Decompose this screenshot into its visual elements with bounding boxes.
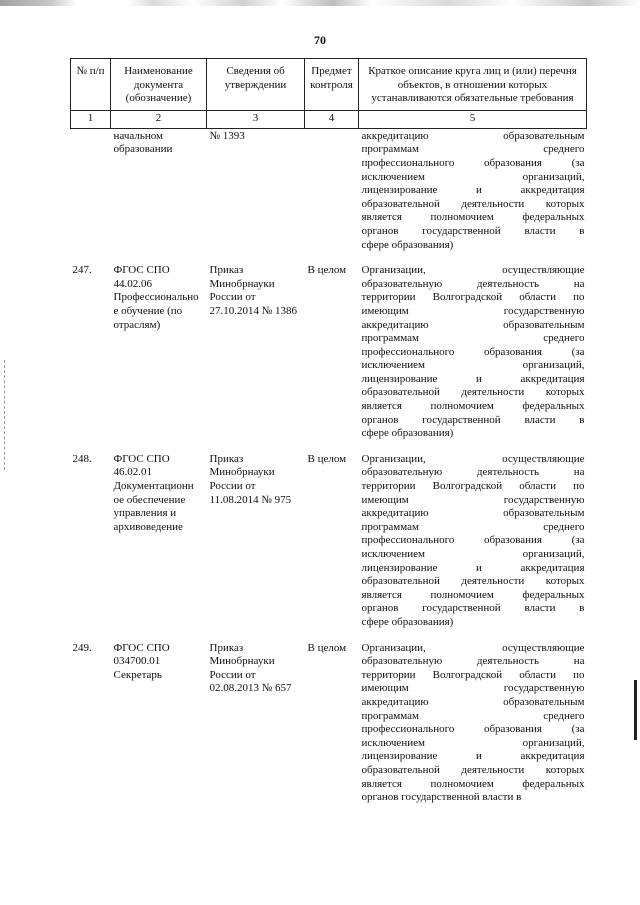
- column-number: 1: [71, 110, 111, 128]
- description-line: образовательной деятельности которых: [361, 763, 585, 776]
- description-line: сфере образования): [361, 238, 454, 251]
- scan-artifact-left: [4, 360, 6, 470]
- description: [359, 128, 587, 254]
- description-line: лицензирование и аккредитация: [361, 750, 585, 763]
- description-line: исключением организаций,: [361, 359, 585, 372]
- approval-info: Приказ Минобрнауки России от 27.10.2014 № 1386: [209, 264, 297, 317]
- description-line: Организации, осуществляющие: [361, 452, 585, 465]
- row-number: 247.: [72, 264, 92, 277]
- table-body: [71, 128, 587, 806]
- control-subject: В целом: [307, 264, 347, 277]
- description-line: территории Волгоградской области по: [361, 480, 585, 493]
- header-number: № п/п: [71, 59, 111, 111]
- description-line: исключением организаций,: [361, 170, 585, 183]
- description-line: территории Волгоградской области по: [361, 291, 585, 304]
- document-name: начальном образовании: [113, 129, 173, 156]
- description-line: исключением организаций,: [361, 548, 585, 560]
- document-name: ФГОС СПО 46.02.01 Документационн ое обеспечение управления и архивоведение: [113, 452, 194, 533]
- description-line: сфере образования): [361, 427, 454, 440]
- description-line: Организации, осуществляющие: [361, 641, 585, 654]
- description-line: профессионального образования (за: [361, 723, 585, 736]
- header-control-subject: Предмет контроля: [305, 59, 359, 111]
- description: [359, 443, 587, 632]
- description-line: территории Волгоградской области по: [361, 668, 585, 681]
- description-line: программам среднего: [361, 143, 585, 156]
- description-line: лицензирование и аккредитация: [361, 372, 585, 385]
- approval-info: Приказ Минобрнауки России от 02.08.2013 № 657: [209, 641, 292, 695]
- column-numbers-row: [71, 110, 587, 128]
- description-line: лицензирование и аккредитация: [361, 184, 585, 197]
- description-line: органов государственной власти в: [361, 791, 522, 804]
- description-line: Организации, осуществляющие: [361, 264, 585, 277]
- row-number: 248.: [72, 452, 92, 465]
- scan-artifact-top: [0, 0, 640, 6]
- row-number: 249.: [72, 641, 92, 654]
- description-line: программам среднего: [361, 520, 585, 533]
- table-row: [71, 254, 587, 443]
- column-number: 4: [305, 110, 359, 128]
- document-name: ФГОС СПО 44.02.06 Профессионально е обучение (по отраслям): [113, 264, 199, 331]
- header-approval-info: Сведения об утверждении: [207, 59, 305, 111]
- description: [359, 632, 587, 807]
- description-line: исключением организаций,: [361, 736, 585, 749]
- document-name: ФГОС СПО 034700.01 Секретарь: [113, 641, 170, 681]
- description-line: сфере образования): [361, 615, 454, 628]
- table-row: [71, 632, 587, 807]
- description-line: профессионального образования (за: [361, 156, 585, 169]
- description-line: образовательной деятельности которых: [361, 386, 585, 399]
- column-number: 5: [359, 110, 587, 128]
- control-subject: В целом: [307, 641, 347, 654]
- description-line: органов государственной власти в: [361, 602, 585, 615]
- scan-artifact-right: [634, 680, 637, 740]
- description-line: имеющим государственную: [361, 682, 585, 695]
- description-line: органов государственной власти в: [361, 413, 585, 426]
- description-line: аккредитацию образовательным: [361, 507, 585, 520]
- description-line: программам среднего: [361, 709, 585, 722]
- description-line: является полномочием федеральных: [361, 211, 585, 224]
- description-line: профессионального образования (за: [361, 345, 585, 358]
- description-line: имеющим государственную: [361, 493, 585, 506]
- description-line: профессионального образования (за: [361, 534, 585, 547]
- description-line: лицензирование и аккредитация: [361, 561, 585, 574]
- description-line: образовательную деятельность на: [361, 655, 585, 668]
- description-line: органов государственной власти в: [361, 224, 585, 237]
- control-subject: [305, 128, 359, 254]
- column-number: 3: [207, 110, 305, 128]
- description-line: аккредитацию образовательным: [361, 695, 585, 708]
- row-number: [71, 128, 111, 254]
- description-line: образовательную деятельность на: [361, 277, 585, 290]
- table-row: [71, 443, 587, 632]
- description: [359, 254, 587, 443]
- description-line: является полномочием федеральных: [361, 588, 585, 601]
- description-line: аккредитацию образовательным: [361, 318, 585, 331]
- table-row-continuation: [71, 128, 587, 254]
- table-header-row: [71, 59, 587, 111]
- header-document-name: Наименование документа (обозначение): [111, 59, 207, 111]
- description-line: образовательную деятельность на: [361, 466, 585, 479]
- header-description: Краткое описание круга лиц и (или) перечня объектов, в отношении которых устанавливаются обязательные требования: [359, 59, 587, 111]
- description-line: является полномочием федеральных: [361, 400, 585, 413]
- approval-info: Приказ Минобрнауки России от 11.08.2014 № 975: [209, 452, 292, 506]
- description-line: имеющим государственную: [361, 304, 585, 317]
- description-line: образовательной деятельности которых: [361, 575, 585, 588]
- description-line: аккредитацию образовательным: [361, 129, 585, 142]
- description-line: образовательной деятельности которых: [361, 197, 585, 210]
- requirements-table: [70, 58, 587, 807]
- column-number: 2: [111, 110, 207, 128]
- approval-info: № 1393: [209, 129, 245, 142]
- description-line: программам среднего: [361, 332, 585, 345]
- page-number: 70: [314, 33, 326, 47]
- control-subject: В целом: [307, 452, 347, 465]
- description-line: является полномочием федеральных: [361, 777, 585, 790]
